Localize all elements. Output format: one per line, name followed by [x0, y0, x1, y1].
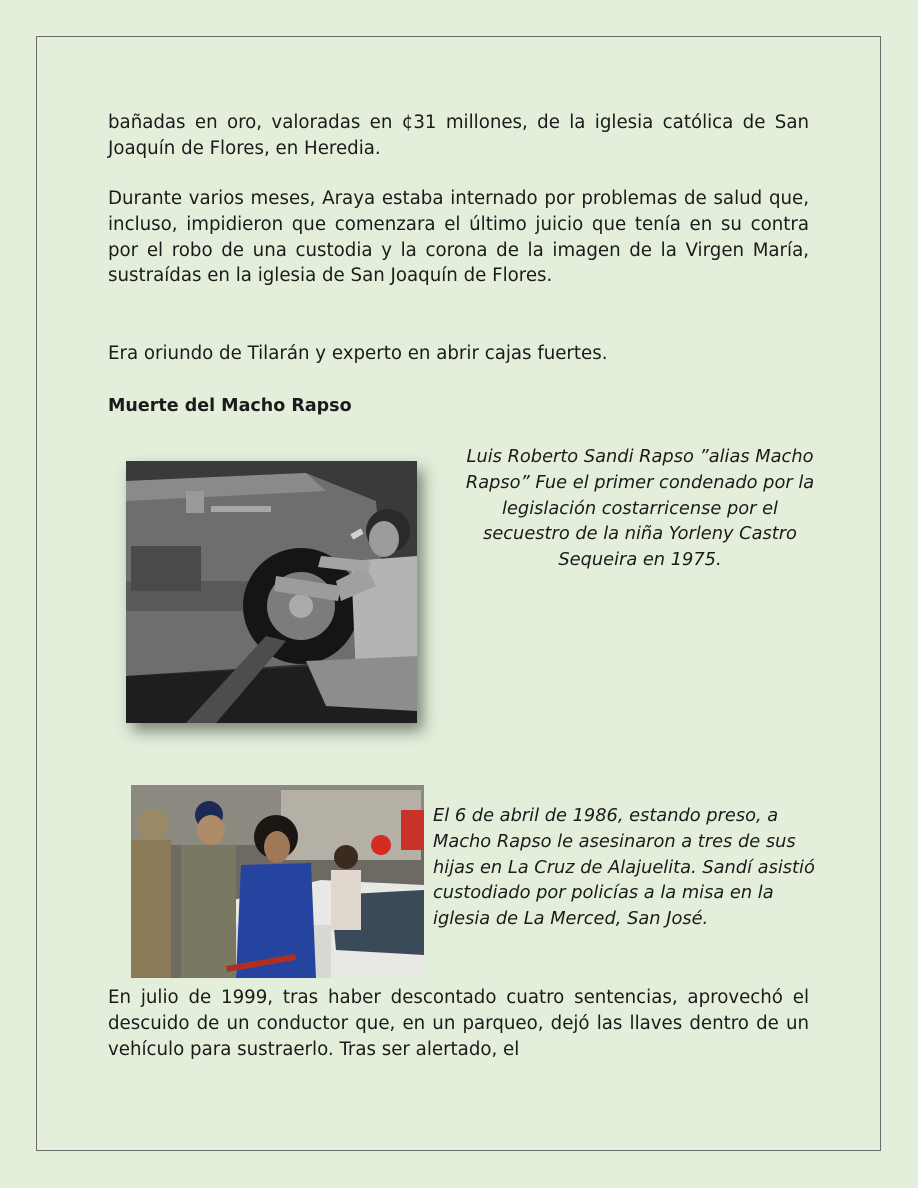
paragraph-araya-health: Durante varios meses, Araya estaba internado por problemas de salud que, incluso, impidieron que comenzara el último juicio que tenía en su contra por el robo de una custodia y la corona de la imagen de la Virgen María, sustraídas en la iglesia de San Joaquín de Flores. [108, 188, 809, 287]
photo-frame-sandi [106, 446, 441, 746]
paragraph-intro: bañadas en oro, valoradas en ¢31 millones, de la iglesia católica de San Joaquín de Flores, en Heredia. [108, 112, 809, 159]
section-heading: Muerte del Macho Rapso [108, 396, 352, 416]
caption-sandi-photo: Luis Roberto Sandi Rapso ”alias Macho Rapso” Fue el primer condenado por la legislación costarricense por el secuestro de la niña Yorleny Castro Sequeira en 1975. [465, 446, 815, 571]
paragraph-julio-1999: En julio de 1999, tras haber descontado cuatro sentencias, aprovechó el descuido de un conductor que, en un parqueo, dejó las llaves dentro de un vehículo para sustraerlo. Tras ser alertado, el [108, 987, 809, 1060]
caption-police-photo: El 6 de abril de 1986, estando preso, a Macho Rapso le asesinaron a tres de sus hijas en La Cruz de Alajuelita. Sandí asistió custodiado por policías a la misa en la iglesia de La Merced, San José. [433, 805, 815, 930]
photo-sandi-car [126, 461, 417, 723]
paragraph-tilaran: Era oriundo de Tilarán y experto en abrir cajas fuertes. [108, 343, 608, 364]
photo-police-custody [131, 785, 424, 978]
